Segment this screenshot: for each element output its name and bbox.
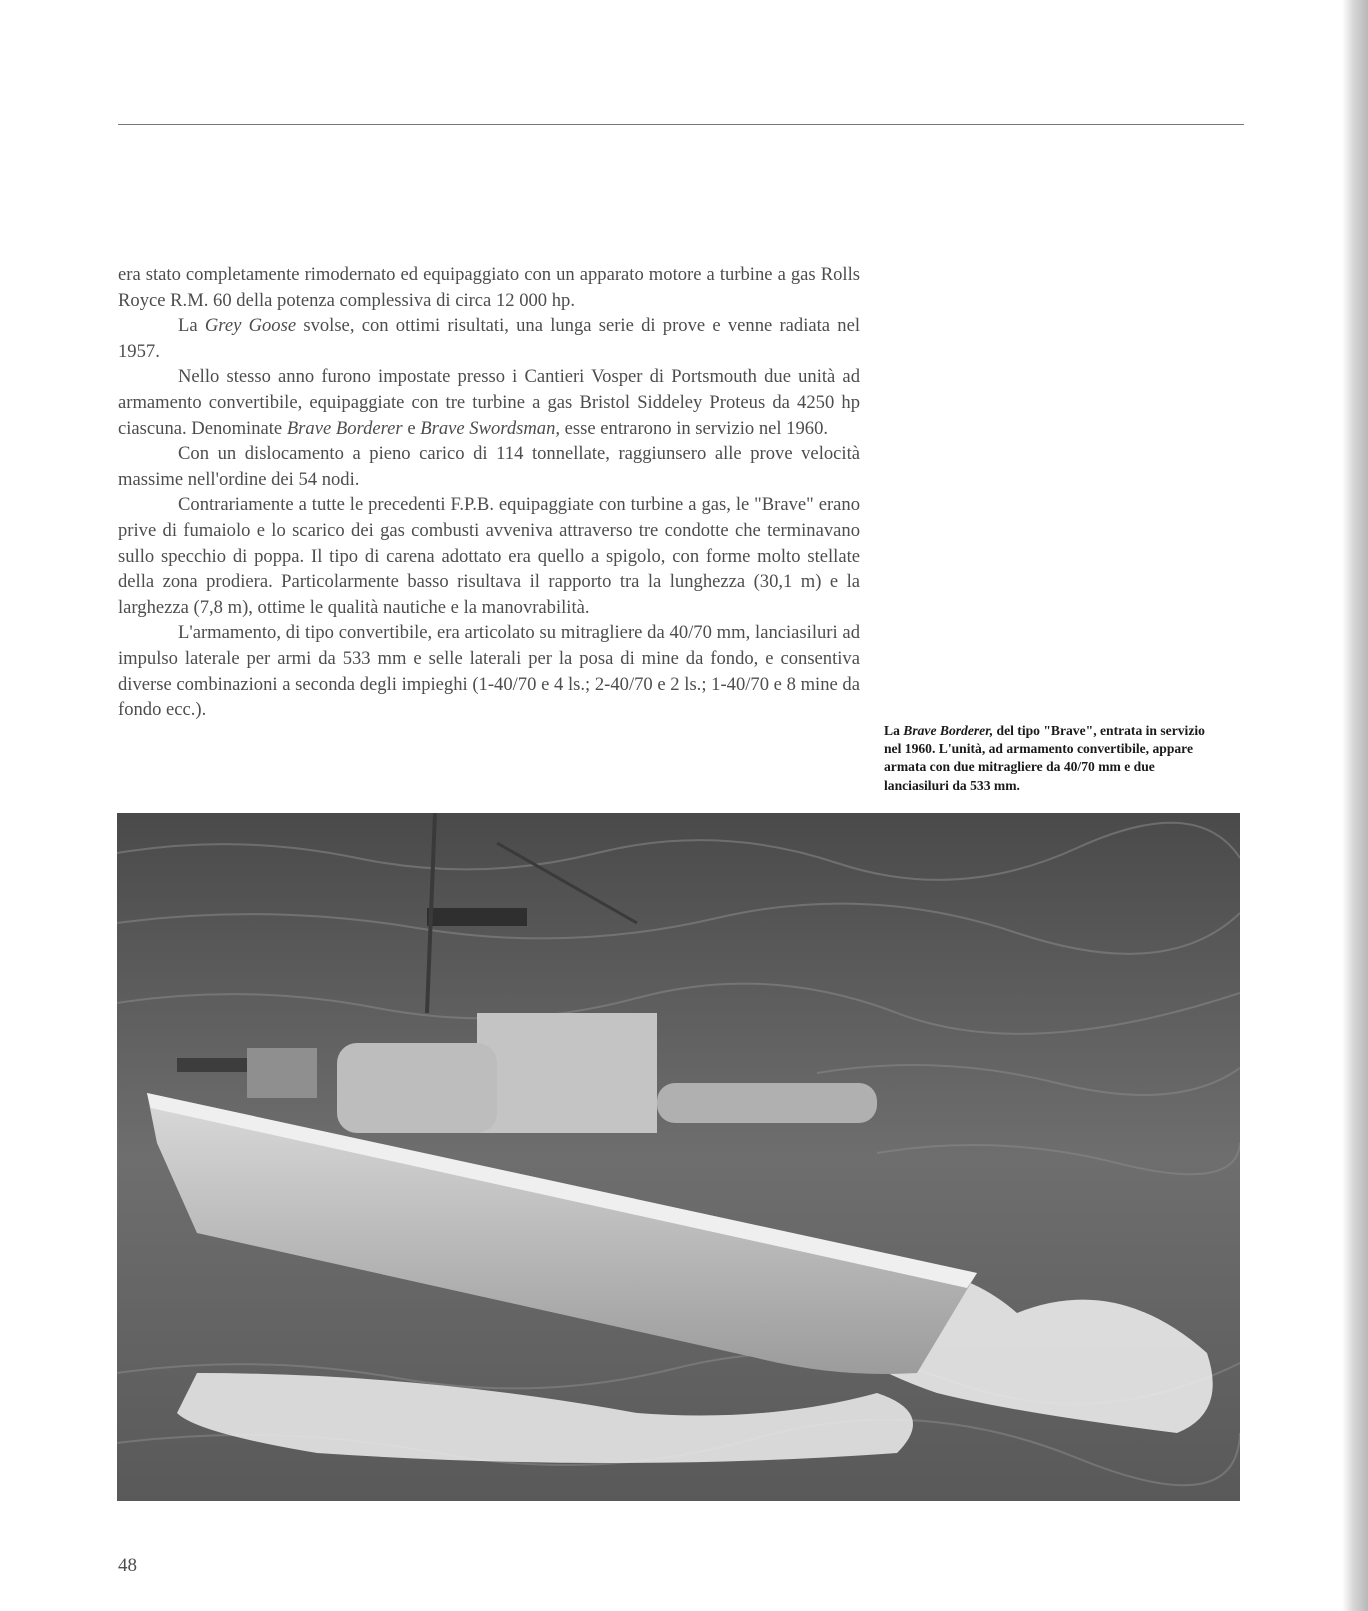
body-text xyxy=(118,262,860,723)
radar-antenna xyxy=(427,908,527,926)
gun-mount xyxy=(247,1048,317,1098)
page-binding-shadow xyxy=(1342,0,1368,1611)
paragraph-1: era stato completamente rimodernato ed equipaggiato con un apparato motore a turbine a gas Rolls Royce R.M. 60 della potenza complessiva di circa 12 000 hp. xyxy=(118,264,860,311)
paragraph-6: L'armamento, di tipo convertibile, era articolato su mitragliere da 40/70 mm, lanciasiluri ad impulso laterale per armi da 533 mm e selle laterali per la posa di mine da fondo, e consentiva diverse combinazioni a seconda degli impieghi (1-40/70 e 4 ls.; 2-40/70 e 2 ls.; 1-40/70 e 8 mine da fondo ecc.). xyxy=(118,622,860,721)
paragraph-3: Nello stesso anno furono impostate presso i Cantieri Vosper di Portsmouth due unità ad armamento convertibile, equipaggiate con tre turbine a gas Bristol Siddeley Proteus da 4250 hp ciascuna. Denominate Brave Borderer e Brave Swordsman, esse entrarono in servizio nel 1960. xyxy=(118,366,860,439)
page-number: 48 xyxy=(118,1555,137,1576)
torpedo-tube-right xyxy=(657,1083,877,1123)
ship-name-grey-goose: Grey Goose xyxy=(204,315,297,337)
paragraph-2: La Grey Goose svolse, con ottimi risultati, una lunga serie di prove e venne radiata nel 1957. xyxy=(118,315,861,362)
torpedo-tube-left xyxy=(337,1043,497,1133)
ship-photo-illustration xyxy=(117,813,1240,1501)
paragraph-4: Con un dislocamento a pieno carico di 114 tonnellate, raggiunsero alle prove velocità massime nell'ordine dei 54 nodi. xyxy=(118,443,860,490)
paragraph-5: Contrariamente a tutte le precedenti F.P.B. equipaggiate con turbine a gas, le "Brave" erano prive di fumaiolo e lo scarico dei gas combusti avveniva attraverso tre condotte che terminavano sullo specchio di poppa. Il tipo di carena adottato era quello a spigolo, con forme molto stellate della zona prodiera. Particolarmente basso risultava il rapporto tra la lunghezza (30,1 m) e la larghezza (7,8 m), ottime le qualità nautiche e la manovrabilità. xyxy=(118,494,860,618)
bridge-superstructure xyxy=(477,1013,657,1133)
photo-caption: La Brave Borderer, del tipo "Brave", entrata in servizio nel 1960. L'unità, ad armamento convertibile, appare armata con due mitragliere da 40/70 mm e due lanciasiluri da 533 mm. xyxy=(884,723,1205,793)
caption-ship-name: Brave Borderer, xyxy=(903,723,994,738)
ship-name-brave-swordsman: Brave Swordsman, xyxy=(420,417,561,439)
ship-name-brave-borderer: Brave Borderer xyxy=(286,417,403,439)
gun-barrel xyxy=(177,1058,257,1072)
header-rule xyxy=(118,124,1244,125)
ship-photo xyxy=(117,813,1240,1501)
